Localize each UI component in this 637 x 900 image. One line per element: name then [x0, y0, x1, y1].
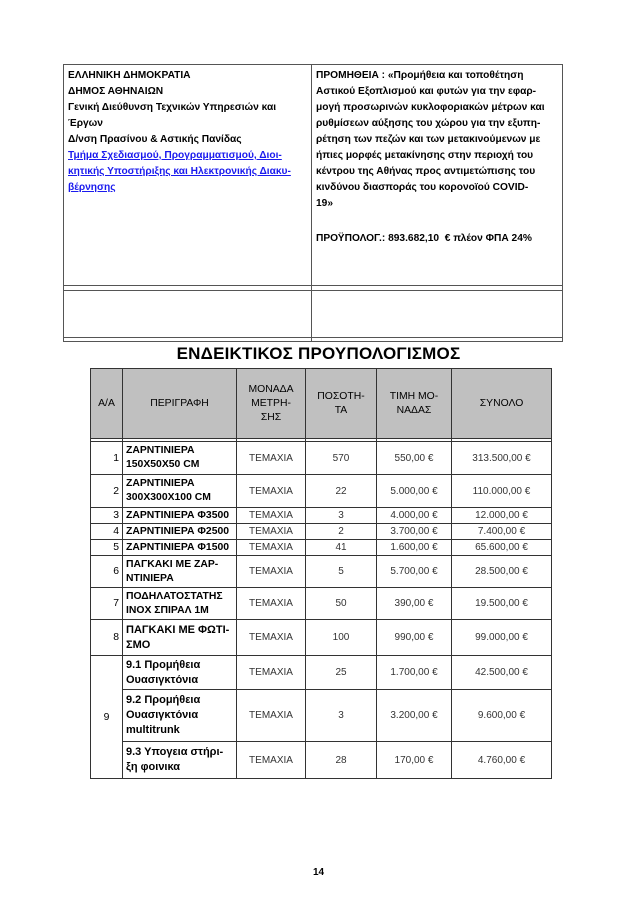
row-number: 9	[91, 656, 123, 779]
row-unit-price: 5.000,00 €	[377, 475, 452, 508]
column-header-quantity: ΠΟΣΟΤΗ- ΤΑ	[306, 369, 377, 439]
row-total: 19.500,00 €	[452, 588, 552, 620]
row-quantity: 5	[306, 556, 377, 588]
row-description: ΠΑΓΚΑΚΙ ΜΕ ΖΑΡ- ΝΤΙΝΙΕΡΑ	[123, 556, 237, 588]
row-unit-price: 390,00 €	[377, 588, 452, 620]
procurement-line: κέντρου της Αθήνας προς αντιμετώπισης του	[316, 166, 536, 177]
row-number: 8	[91, 620, 123, 656]
row-number: 4	[91, 524, 123, 540]
table-header-row	[91, 369, 552, 439]
row-unit: ΤΕΜΑΧΙΑ	[237, 442, 306, 475]
row-description: 9.3 Υπογεια στήρι- ξη φοινικα	[123, 742, 237, 779]
row-quantity: 22	[306, 475, 377, 508]
row-unit: ΤΕΜΑΧΙΑ	[237, 742, 306, 779]
procurement-line: ήπιες μορφές μετακίνησης στην περιοχή του	[316, 150, 534, 161]
row-total: 110.000,00 €	[452, 475, 552, 508]
row-quantity: 28	[306, 742, 377, 779]
table-row	[91, 508, 552, 524]
row-quantity: 25	[306, 656, 377, 690]
row-unit: ΤΕΜΑΧΙΑ	[237, 620, 306, 656]
row-unit: ΤΕΜΑΧΙΑ	[237, 656, 306, 690]
header-row-divider	[64, 337, 562, 338]
row-description: ΠΟΔΗΛΑΤΟΣΤΑΤΗΣ ΙΝΟΧ ΣΠΙΡΑΛ 1Μ	[123, 588, 237, 620]
row-unit: ΤΕΜΑΧΙΑ	[237, 475, 306, 508]
row-unit: ΤΕΜΑΧΙΑ	[237, 588, 306, 620]
row-total: 99.000,00 €	[452, 620, 552, 656]
table-row	[91, 588, 552, 620]
row-unit-price: 3.200,00 €	[377, 690, 452, 742]
page-number: 14	[312, 867, 325, 878]
row-total: 9.600,00 €	[452, 690, 552, 742]
row-total: 28.500,00 €	[452, 556, 552, 588]
row-unit: ΤΕΜΑΧΙΑ	[237, 690, 306, 742]
row-unit: ΤΕΜΑΧΙΑ	[237, 556, 306, 588]
procurement-line: Αστικού Εξοπλισμού και φυτών για την εφαρ-	[316, 86, 537, 97]
page-title: ΕΝΔΕΙΚΤΙΚΟΣ ΠΡΟΥΠΟΛΟΓΙΣΜΟΣ	[176, 344, 461, 363]
table-row	[91, 742, 552, 779]
row-unit-price: 170,00 €	[377, 742, 452, 779]
authority-line: Έργων	[68, 118, 103, 129]
table-row	[91, 556, 552, 588]
row-unit-price: 3.700,00 €	[377, 524, 452, 540]
row-quantity: 2	[306, 524, 377, 540]
table-row	[91, 475, 552, 508]
department-link[interactable]: κητικής Υποστήριξης και Ηλεκτρονικής Διακυ-	[68, 166, 291, 177]
row-description: 9.2 Προμήθεια Ουασιγκτόνια multitrunk	[123, 690, 237, 742]
row-description: ΖΑΡΝΤΙΝΙΕΡΑ 150Χ50Χ50 CM	[123, 442, 237, 475]
column-header-aa: Α/Α	[91, 369, 123, 439]
procurement-line: κινδύνου διασποράς του κορονοϊού COVID-	[316, 182, 529, 193]
row-unit-price: 5.700,00 €	[377, 556, 452, 588]
budget-total: ΠΡΟΫΠΟΛΟΓ.: 893.682,10 € πλέον ΦΠΑ 24%	[316, 233, 532, 244]
department-link[interactable]: βέρνησης	[68, 182, 116, 193]
issuing-authority	[68, 68, 306, 196]
row-unit-price: 550,00 €	[377, 442, 452, 475]
row-quantity: 50	[306, 588, 377, 620]
procurement-line: ρέτηση των πεζών και των μετακινούμενων με	[316, 134, 541, 145]
header-row-divider	[64, 290, 562, 291]
procurement-line: μογή προσωρινών κυκλοφοριακών μέτρων και	[316, 102, 545, 113]
procurement-description	[316, 68, 560, 212]
row-description: ΠΑΓΚΑΚΙ ΜΕ ΦΩΤΙ- ΣΜΟ	[123, 620, 237, 656]
table-row	[91, 620, 552, 656]
header-table	[63, 64, 563, 342]
row-number: 3	[91, 508, 123, 524]
row-total: 7.400,00 €	[452, 524, 552, 540]
authority-line: Δ/νση Πρασίνου & Αστικής Πανίδας	[68, 134, 242, 145]
row-number: 5	[91, 540, 123, 556]
row-number: 1	[91, 442, 123, 475]
row-unit-price: 4.000,00 €	[377, 508, 452, 524]
row-total: 12.000,00 €	[452, 508, 552, 524]
authority-line: ΕΛΛΗΝΙΚΗ ΔΗΜΟΚΡΑΤΙΑ	[68, 70, 191, 81]
header-row-divider	[64, 285, 562, 286]
header-column-divider	[311, 65, 312, 341]
row-unit-price: 1.600,00 €	[377, 540, 452, 556]
row-number: 2	[91, 475, 123, 508]
row-unit: ΤΕΜΑΧΙΑ	[237, 508, 306, 524]
table-row	[91, 524, 552, 540]
authority-line: Γενική Διεύθυνση Τεχνικών Υπηρεσιών και	[68, 102, 277, 113]
row-quantity: 100	[306, 620, 377, 656]
row-description: ΖΑΡΝΤΙΝΙΕΡΑ 300Χ300Χ100 CM	[123, 475, 237, 508]
department-link[interactable]: Τμήμα Σχεδιασμού, Προγραμματισμού, Διοι-	[68, 150, 282, 161]
column-header-unit-price: ΤΙΜΗ ΜΟ- ΝΑΔΑΣ	[377, 369, 452, 439]
procurement-line: 19»	[316, 198, 333, 209]
table-row	[91, 690, 552, 742]
column-header-unit: ΜΟΝΑΔΑ ΜΕΤΡΗ- ΣΗΣ	[237, 369, 306, 439]
row-number: 6	[91, 556, 123, 588]
row-number: 7	[91, 588, 123, 620]
table-row	[91, 540, 552, 556]
column-header-total: ΣΥΝΟΛΟ	[452, 369, 552, 439]
table-row	[91, 656, 552, 690]
row-total: 65.600,00 €	[452, 540, 552, 556]
row-total: 313.500,00 €	[452, 442, 552, 475]
row-unit: ΤΕΜΑΧΙΑ	[237, 540, 306, 556]
row-unit-price: 1.700,00 €	[377, 656, 452, 690]
row-unit-price: 990,00 €	[377, 620, 452, 656]
procurement-line: ρυθμίσεων αύξησης του χώρου για την εξυπη-	[316, 118, 541, 129]
row-total: 42.500,00 €	[452, 656, 552, 690]
table-row	[91, 442, 552, 475]
row-description: ΖΑΡΝΤΙΝΙΕΡΑ Φ1500	[123, 540, 237, 556]
row-unit: ΤΕΜΑΧΙΑ	[237, 524, 306, 540]
row-description: ΖΑΡΝΤΙΝΙΕΡΑ Φ3500	[123, 508, 237, 524]
row-description: ΖΑΡΝΤΙΝΙΕΡΑ Φ2500	[123, 524, 237, 540]
column-header-description: ΠΕΡΙΓΡΑΦΗ	[123, 369, 237, 439]
procurement-line: ΠΡΟΜΗΘΕΙΑ : «Προμήθεια και τοποθέτηση	[316, 70, 524, 81]
row-description: 9.1 Προμήθεια Ουασιγκτόνια	[123, 656, 237, 690]
budget-table	[90, 368, 552, 779]
row-quantity: 570	[306, 442, 377, 475]
authority-line: ΔΗΜΟΣ ΑΘΗΝΑΙΩΝ	[68, 86, 164, 97]
row-quantity: 3	[306, 690, 377, 742]
row-total: 4.760,00 €	[452, 742, 552, 779]
row-quantity: 41	[306, 540, 377, 556]
row-quantity: 3	[306, 508, 377, 524]
